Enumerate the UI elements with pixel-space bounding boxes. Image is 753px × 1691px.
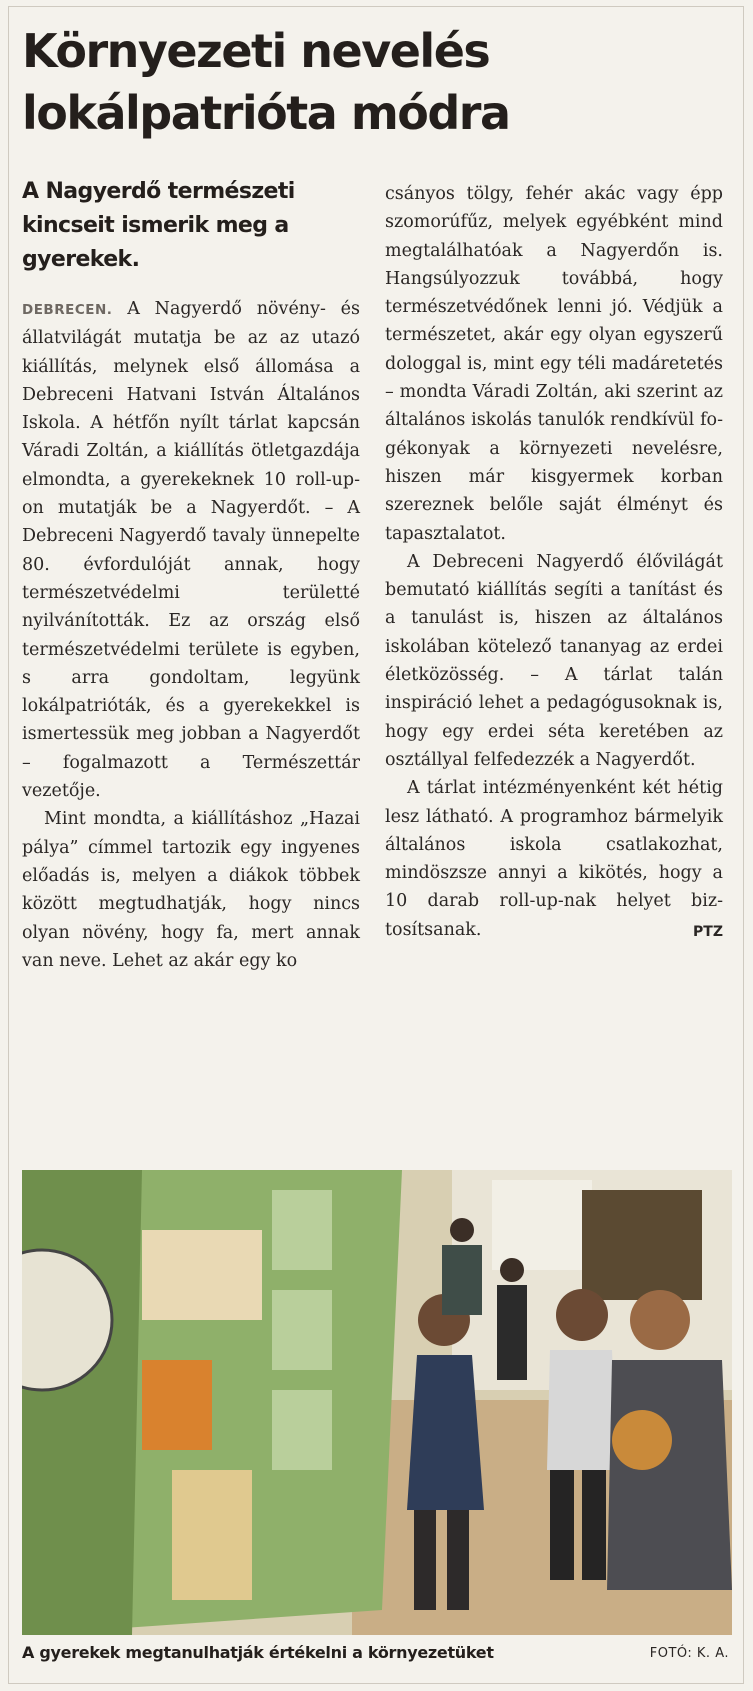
article-column-2 xyxy=(385,180,723,946)
article-paragraph: csányos tölgy, fehér akác vagy épp szomorúfűz, melyek egyébként mind megtalálhatóak a Nagyerdőn is. Hangsúlyozzuk továbbá, hogy természetvédőnek lenni jó. Védjük a természetet, akár egy olyan egyszerű dologgal is, mint egy téli madáretetés – mondta Váradi Zoltán, aki szerint az általános iskolás tanulók rendkívül fogékonyak a környezeti nevelésre, hiszen már kisgyermek korban szereznek belőle saját élményt és tapasztalatot. xyxy=(385,184,723,544)
article-photo xyxy=(22,1170,732,1635)
photo-illustration xyxy=(22,1170,732,1635)
headline-line-1: Környezeti nevelés xyxy=(22,24,490,78)
article-paragraph xyxy=(385,774,723,944)
article-column-1 xyxy=(22,295,360,975)
exhibit-hedgehog-panel xyxy=(142,1360,212,1450)
article-paragraph: Mint mondta, a kiállításhoz „Hazai pálya” címmel tartozik egy ingyenes előadás is, melyen a diákok többek között megtudhatják, hogy nincs olyan növény, hogy fa, mert annak van neve. Lehet az akár egy ko xyxy=(22,809,360,971)
exhibit-info-panel xyxy=(142,1230,262,1320)
exhibit-text-panel xyxy=(172,1470,252,1600)
window xyxy=(582,1190,702,1300)
article-paragraph: A Debreceni Nagyerdő élővilágát bemutató kiállítás segíti a tanítást és a tanulást is, hiszen az általános iskolában kötelező tananyag az erdei életközösség. – A tárlat talán inspiráció lehet a pedagógusoknak is, hogy egy erdei séta keretében az osztállyal felfedezzék a Nagyerdőt. xyxy=(385,551,723,770)
dateline: DEBRECEN. xyxy=(22,302,113,318)
exhibit-photo-panel xyxy=(272,1290,332,1370)
headline xyxy=(22,20,732,144)
subheadline: A Nagyerdő természeti kincseit ismerik meg a gyerekek. xyxy=(22,179,295,272)
author-signature: PTZ xyxy=(693,923,723,940)
photo-credit: FOTÓ: K. A. xyxy=(649,1646,729,1661)
exhibit-photo-panel xyxy=(272,1190,332,1270)
exhibit-banner-left xyxy=(22,1170,142,1635)
paragraph-text: A Nagyerdő növény- és állatvilágát mutatja be az az utazó kiállítás, melynek első állomása a Debreceni Hatvani István Általános Iskola. A hétfőn nyílt tárlat kapcsán Váradi Zoltán, a kiállítás ötletgazdája elmondta, a gyerekeknek 10 roll-up-on mutatják be a Nagyerdőt. – A Debreceni Nagyerdő tavaly ünnepelte 80. évfordulóját annak, hogy természetvédelmi területté nyilvánították. Ez az ország első természetvédelmi területe is egyben, s arra gondoltam, legyünk lokálpatrióták, és a gyerekekkel is ismertessük meg jobban a Nagyerdőt – fogalmazott a Természettár vezetője. xyxy=(22,299,360,802)
staircase xyxy=(492,1180,592,1270)
exhibit-photo-panel xyxy=(272,1390,332,1470)
article-paragraph xyxy=(22,295,360,805)
headline-line-2: lokálpatrióta módra xyxy=(22,86,510,140)
paragraph-text: A tárlat intézményenként két hétig lesz látható. A programhoz bármelyik általános iskola csatlakozhat, mindöszsze annyi a kikötés, hogy a 10 darab roll-up-nak helyet biztosítsanak. xyxy=(385,778,723,940)
photo-caption: A gyerekek megtanulhatják értékelni a környezetüket xyxy=(22,1643,494,1662)
